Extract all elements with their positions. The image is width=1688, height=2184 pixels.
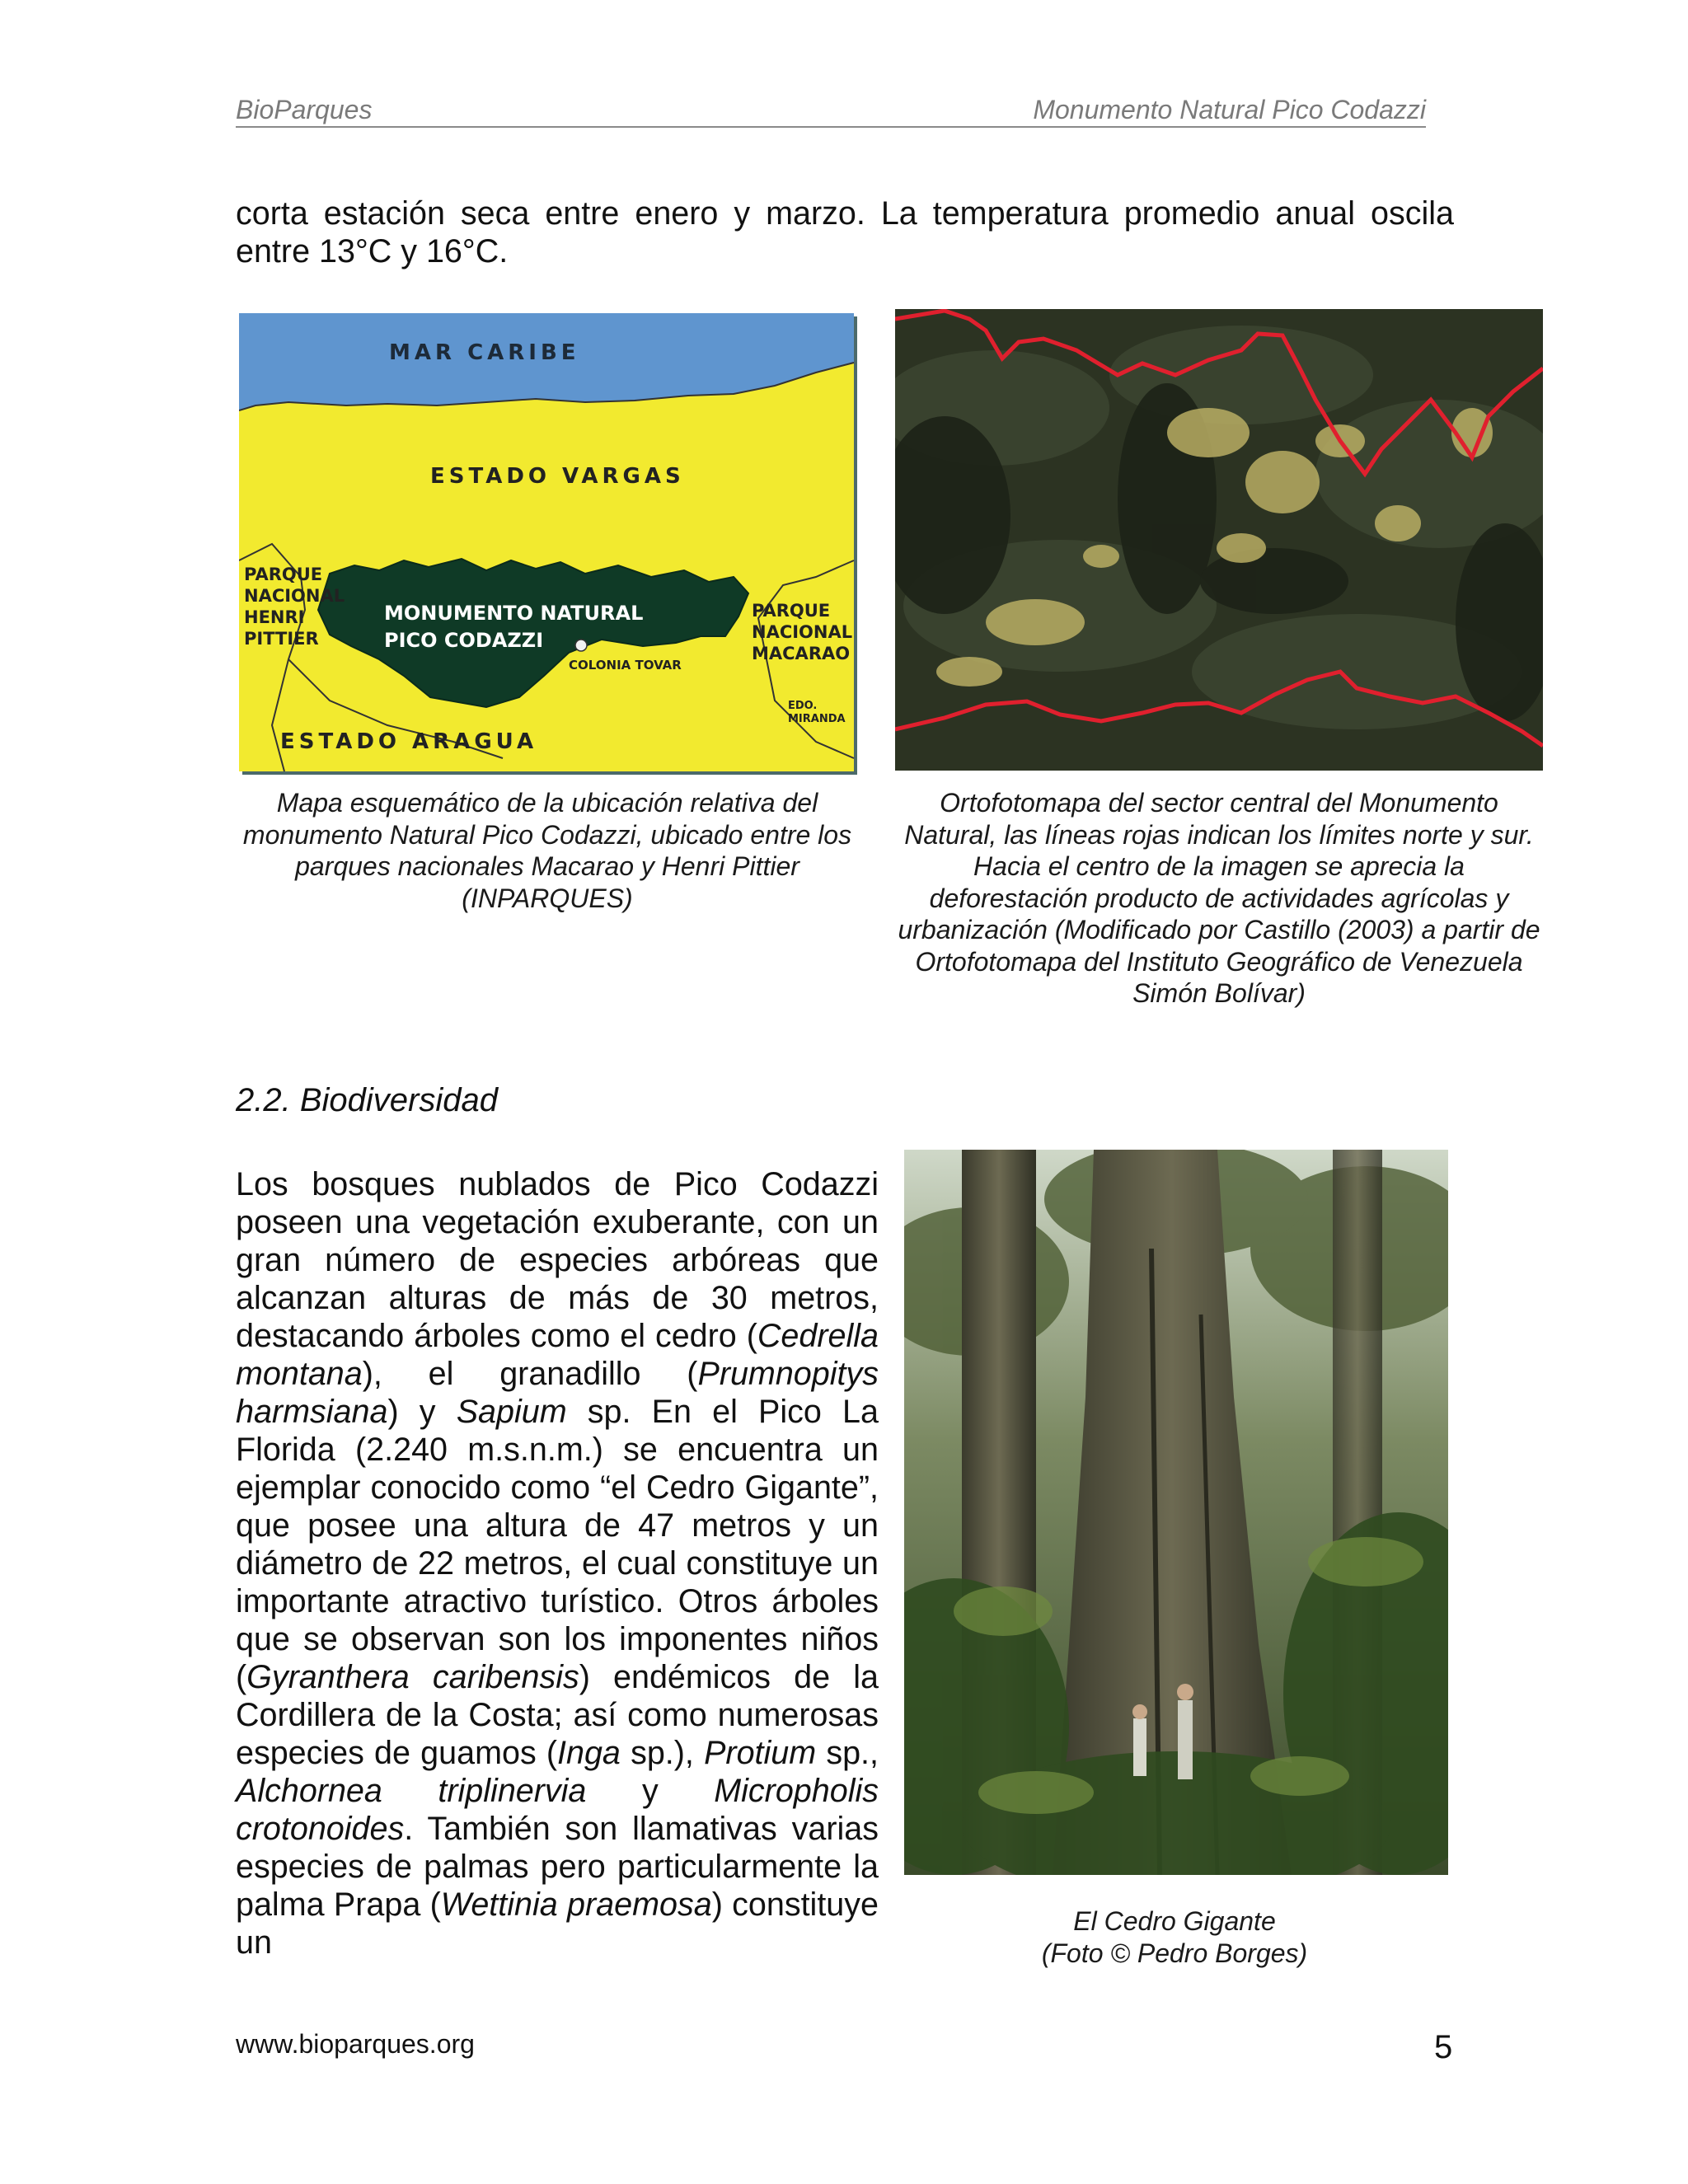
footer-website: www.bioparques.org [236,2029,475,2059]
colonia-tovar-marker [575,640,587,651]
label-park-left-3: HENRI [244,607,305,627]
label-park-left-2: NACIONAL [244,586,345,606]
label-colonia-tovar: COLONIA TOVAR [569,658,682,673]
bio-text: ) y [387,1394,457,1430]
photo-caption-credit: (Foto © Pedro Borges) [1041,1938,1308,1968]
orthophoto-map [895,309,1543,771]
species-name: Sapium [456,1394,567,1430]
header-rule [236,126,1426,128]
species-name: Prumnopitys harmsiana [236,1356,879,1430]
orthophoto-caption: Ortofotomapa del sector central del Monumento Natural, las líneas rojas indican los límites norte y sur. Hacia el centro de la imagen se aprecia la deforestación producto de actividades agrícolas y urbanización (Modificado por Castillo (2003) a partir de Ortofotomapa del Instituto Geográfico de Venezuela Simón Bolívar) [898,788,1540,1008]
label-estado-aragua: ESTADO ARAGUA [280,729,538,754]
bio-text: ) endémicos de la Cordillera de la Costa; así como numerosas especies de guamos ( [236,1659,879,1771]
map-caption: Mapa esquemático de la ubicación relativa del monumento Natural Pico Codazzi, ubicado entre los parques nacionales Macarao y Henri Pittier (INPARQUES) [242,788,852,913]
header-title-right: Monumento Natural Pico Codazzi [1033,95,1426,124]
header-title-left: BioParques [236,95,373,124]
label-edo: EDO. [788,700,818,712]
species-name: Gyranthera caribensis [246,1659,579,1695]
bio-text: ) constituye un [236,1886,879,1961]
section-title: 2.2. Biodiversidad [236,1082,498,1118]
bio-text: Los bosques nublados de Pico Codazzi poseen una vegetación exuberante, con un gran número de especies arbóreas que alcanzan alturas de más de 30 metros, destacando árboles como el cedro ( [236,1166,879,1354]
bio-text: y [586,1773,715,1809]
bio-text: sp., [816,1735,879,1771]
label-park-left-1: PARQUE [244,565,323,584]
photo-caption-title: El Cedro Gigante [1073,1906,1276,1936]
label-park-left-4: PITTIER [244,629,319,649]
label-monument-2: PICO CODAZZI [384,629,544,652]
species-name: Micropholis crotonoides [236,1773,879,1847]
bio-text: sp.), [620,1735,705,1771]
species-name: Alchornea triplinervia [236,1773,587,1809]
label-estado-vargas: ESTADO VARGAS [430,464,685,489]
label-park-right-2: NACIONAL [752,622,853,642]
biodiversity-paragraph [236,1165,879,1961]
species-name: Protium [704,1735,817,1771]
location-map [239,313,862,783]
label-miranda: MIRANDA [788,713,846,725]
label-monument-1: MONUMENTO NATURAL [384,602,644,625]
bio-text: ), el granadillo ( [362,1356,698,1392]
intro-paragraph: corta estación seca entre enero y marzo. La temperatura promedio anual oscila entre 13°C y 16°C. [236,195,1454,269]
label-park-right-3: MACARAO [752,644,851,663]
cedro-gigante-photo [904,1150,1448,1875]
label-park-right-1: PARQUE [752,601,831,621]
bio-text: sp. En el Pico La Florida (2.240 m.s.n.m.) se encuentra un ejemplar conocido como “el Cedro Gigante”, que posee una altura de 47 metros y un diámetro de 22 metros, el cual constituye un importante atractivo turístico. Otros árboles que se observan son los imponentes niños ( [236,1394,879,1695]
species-name: Inga [557,1735,621,1771]
label-mar-caribe: MAR CARIBE [389,340,580,365]
species-name: Cedrella montana [236,1318,879,1392]
photo-caption [903,1905,1446,1969]
species-name: Wettinia praemosa [440,1886,712,1923]
bio-text: . También son llamativas varias especies de palmas pero particularmente la palma Prapa ( [236,1811,879,1923]
page-number: 5 [1434,2029,1453,2065]
